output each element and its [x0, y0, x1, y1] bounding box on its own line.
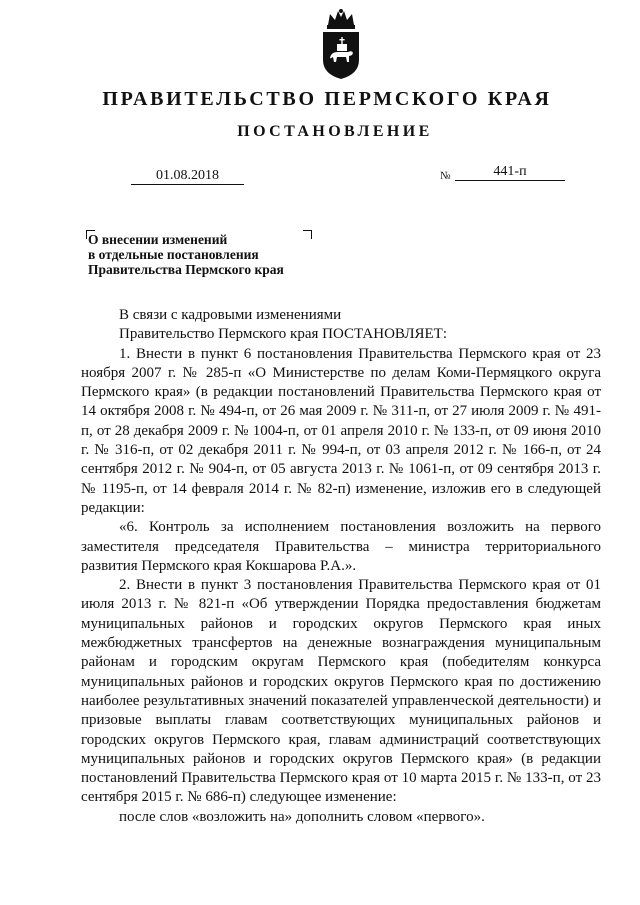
subject-corner-right — [303, 230, 312, 239]
paragraph-item-1-quote: «6. Контроль за исполнением постановления возложить на первого заместителя председателя Правительства – министра территориального развития Пермского края Кокшарова Р.А.». — [81, 519, 601, 574]
subject-line: Правительства Пермского края — [88, 262, 284, 277]
intro-line: В связи с кадровыми изменениями — [119, 307, 342, 323]
number-sign: № — [440, 170, 451, 182]
paragraph-item-2-change: после слов «возложить на» дополнить словом «первого». — [119, 808, 485, 825]
document-number: 441-п — [455, 164, 565, 181]
document-type-title: ПОСТАНОВЛЕНИЕ — [237, 123, 433, 140]
document-body — [81, 306, 601, 827]
paragraph-item-1: 1. Внести в пункт 6 постановления Правительства Пермского края от 23 ноября 2007 г. № 285-п «О Министерстве по делам Коми-Пермяцкого округа Пермского края» (в редакции постановлений Правительства Пермского края от 14 октября 2008 г. № 494-п, от 26 мая 2009 г. № 311-п, от 27 июля 2009 г. № 491-п, от 28 декабря 2009 г. № 1004-п, от 01 апреля 2010 г. № 133-п, от 09 июня 2010 г. № 316-п, от 02 декабря 2011 г. № 994-п, от 03 апреля 2012 г. № 166-п, от 24 сентября 2012 г. № 904-п, от 05 августа 2013 г. № 1061-п, от 09 сентября 2013 г. № 1195-п, от 14 февраля 2014 г. № 82-п) изменение, изложив его в следующей редакции: — [81, 345, 601, 516]
intro-line: Правительство Пермского края ПОСТАНОВЛЯЕТ: — [119, 326, 448, 343]
document-date: 01.08.2018 — [131, 168, 244, 185]
subject-line: О внесении изменений — [88, 232, 228, 247]
subject-line: в отдельные постановления — [88, 247, 259, 262]
paragraph-item-2: 2. Внести в пункт 3 постановления Правительства Пермского края от 01 июля 2013 г. № 821-п «Об утверждении Порядка предоставления бюджетам муниципальных районов и городских округов Пермского края иных межбюджетных трансфертов на денежные вознаграждения муниципальным районам и городским округам Пермского края (победителям конкурса муниципальных районов и городских округов Пермского края по достижению наиболее результативных значений показателей управленческой деятельности) и призовые выплаты главам соответствующих муниципальных районов и городских округов Пермского края, главам администраций соответствующих муниципальных районов и городских округов Пермского края» (в редакции постановлений Правительства Пермского края от 10 марта 2015 г. № 133-п, от 23 сентября 2015 г. № 686-п) следующее изменение: — [81, 577, 601, 806]
document-subject — [88, 232, 284, 277]
government-title: ПРАВИТЕЛЬСТВО ПЕРМСКОГО КРАЯ — [102, 88, 552, 110]
perm-krai-coat-of-arms-icon — [318, 8, 364, 80]
